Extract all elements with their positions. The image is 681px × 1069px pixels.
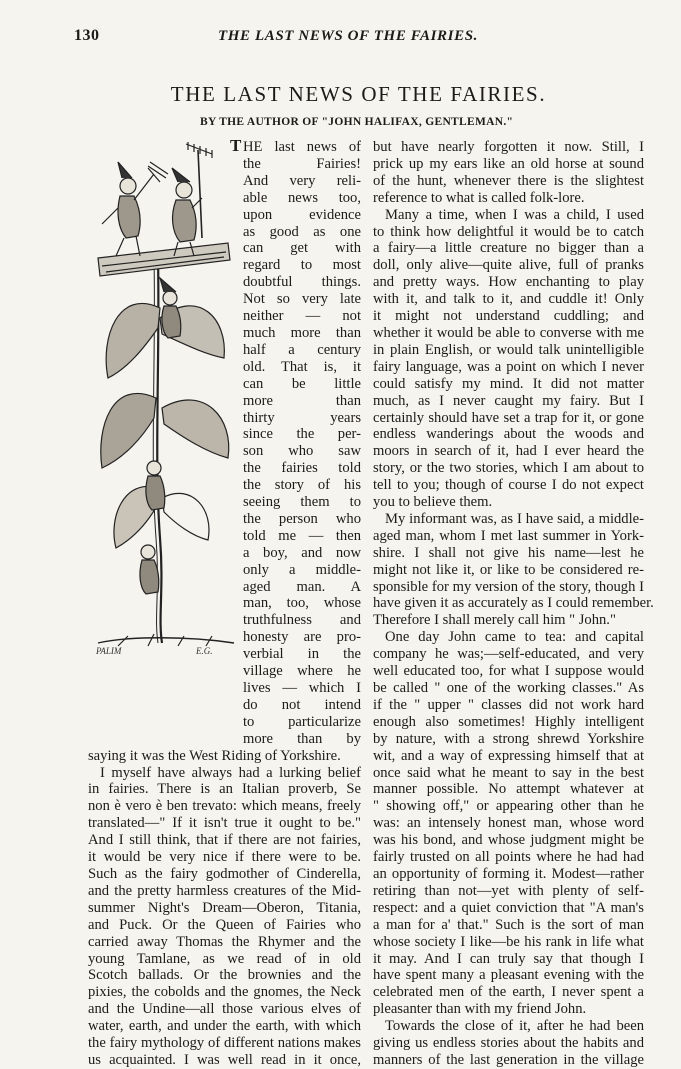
body-text-line: moors in search of it, had I ever heard the	[373, 443, 644, 460]
body-text-line: an opportunity of forming it. Modest—rather	[373, 865, 644, 882]
wrapped-text-line: And very reli-	[243, 172, 361, 189]
wrapped-text-line: lives — which I	[243, 680, 361, 696]
body-text-line: well educated too, for what I suppose would	[373, 663, 644, 680]
body-text-line: in plain English, or would talk unintelligible	[373, 341, 644, 358]
wrapped-text-line: more than	[243, 392, 361, 409]
body-text-line: young Tamlane, as we read of in old	[88, 950, 361, 967]
right-column-text	[373, 139, 654, 1069]
body-text-line: whose society I like—be his rank in life what	[373, 933, 644, 950]
body-text-line: Scotch ballads. Or the brownies and the	[88, 967, 361, 984]
wrapped-text-line: son who saw	[243, 443, 361, 460]
wrapped-text-line: old. That is, it	[243, 358, 361, 375]
wrapped-text-line: since the per-	[243, 426, 361, 443]
body-text-line: if the " upper " classes did not work hard	[373, 696, 644, 713]
body-text-line: the fairy mythology of different nations makes	[88, 1035, 361, 1052]
wrapped-text-line: Not so very late	[243, 291, 361, 308]
body-text-line: pleasanter than with my friend John.	[373, 1001, 587, 1018]
body-text-line: have spent many a pleasant evening with the	[373, 967, 644, 984]
wrapped-text-line: upon evidence	[243, 206, 361, 223]
body-text-line: a fairy—a little creature no bigger than a	[373, 240, 644, 257]
body-text-line: you to believe them.	[373, 494, 493, 511]
body-text-line: pixies, the cobolds and the gnomes, the Neck	[88, 984, 361, 1001]
body-text-line: celebrated men of the earth, I never spent a	[373, 984, 644, 1001]
body-text-line: it would be very nice if there were to be.	[88, 849, 361, 866]
body-text-line: much, as I never caught my fairy. But I	[373, 392, 644, 409]
body-text-line: sponsible for my version of the story, though I	[373, 578, 644, 595]
body-text-line: to think how delightful it would be to catch	[373, 223, 644, 240]
body-text-line: with it, and talk to it, and cuddle it! Only	[373, 291, 644, 308]
left-column-text	[88, 748, 361, 1069]
body-text-line: I myself have always had a lurking belief	[100, 764, 361, 781]
body-text-line: Towards the close of it, after he had been	[385, 1018, 644, 1035]
body-text-line: have given it as accurately as I could remember.	[373, 595, 654, 612]
left-column	[88, 136, 361, 1069]
wrapped-text-line: doubtful things.	[243, 274, 361, 291]
wrapped-text-line: to particularize	[243, 713, 361, 730]
body-text-line: in fairies. There is an Italian proverb, Se	[88, 781, 361, 798]
body-text-line: and pretty ways. How enchanting to play	[373, 274, 644, 291]
wrapped-text-line: much more than	[243, 324, 361, 341]
wrapped-text-line: verbial in the	[243, 646, 361, 663]
body-text-line: fairly trusted on all points where he had had	[373, 849, 644, 866]
body-text-line: non è vero è ben trevato: which means, freely	[88, 798, 361, 815]
body-text-line: of the hunt, whenever there is the slightest	[373, 172, 644, 189]
wrapped-text-line: as good as one	[243, 223, 361, 240]
wrapped-text-line: neither — not	[243, 308, 361, 325]
body-text-line: One day John came to tea: and capital	[385, 629, 644, 646]
drop-cap: T	[230, 136, 242, 155]
body-text-line: water, earth, and under the earth, with which	[88, 1018, 361, 1035]
body-text-line: retiring than not—yet with plenty of self-	[373, 882, 644, 899]
wrapped-text-line: the story of his	[243, 477, 361, 494]
wrapped-text-line: honesty are pro-	[243, 629, 361, 646]
body-text-line: " showing off," or appearing other than he	[373, 798, 644, 815]
body-text-line: a man for a' that." Such is the sort of man	[373, 916, 644, 933]
body-text-line: company he was;—self-educated, and very	[373, 646, 644, 663]
body-text-line: us acquainted. I was well read in it once,	[88, 1051, 361, 1068]
body-text-line: prick up my ears like an old horse at sound	[373, 155, 644, 172]
wrapped-text-line: do not intend	[243, 696, 361, 713]
wrapped-text-line: only a middle-	[243, 561, 361, 578]
right-column	[373, 139, 654, 1069]
body-text-line: and Puck. Or the Queen of Fairies who	[88, 916, 361, 933]
wrapped-text-line: able news too,	[243, 189, 361, 206]
wrapped-text-line: the fairies told	[243, 460, 361, 477]
body-text-line: Many a time, when I was a child, I used	[385, 206, 644, 223]
body-text-line: shire. I shall not give his name—lest he	[373, 544, 644, 561]
wrapped-text-line: aged man. A	[243, 578, 361, 595]
wrapped-text-line: regard to most	[243, 257, 361, 274]
wrapped-text-line: can get with	[243, 240, 361, 257]
body-text-line: fairy language, was a point on which I never	[373, 358, 644, 375]
wrapped-text-line: half a century	[243, 341, 361, 358]
body-text-line: saying it was the West Riding of Yorkshire.	[88, 747, 341, 764]
body-text-line: certainly should have set a trap for it, or gone	[373, 409, 644, 426]
wrapped-text-line: seeing them to	[243, 494, 361, 511]
body-text-line: My informant was, as I have said, a middle-	[385, 510, 644, 527]
body-text-line: whether it would be able to converse with me	[373, 324, 644, 341]
body-text-line: was: an intensely honest man, whose word	[373, 815, 644, 832]
body-text-line: but have nearly forgotten it now. Still, I	[373, 139, 644, 155]
body-text-line: endless wanderings about the woods and	[373, 426, 644, 443]
page-number: 130	[74, 27, 100, 44]
body-text-line: summer Night's Dream—Oberon, Titania,	[88, 899, 361, 916]
body-text-line: wit, and a way of expressing himself that at	[373, 747, 644, 764]
body-text-line: doll, only alive—quite alive, full of pranks	[373, 257, 644, 274]
wrapped-text-line: told me — then	[243, 527, 361, 544]
wrapped-text-line: truthfulness and	[243, 612, 361, 629]
body-text-line: be called " one of the working classes." As	[373, 680, 644, 696]
body-text-line: translated—" If it isn't true it ought to be."	[88, 815, 361, 832]
body-text-line: carried away Thomas the Rhymer and the	[88, 933, 361, 950]
wrapped-text-line: man, too, whose	[243, 595, 361, 612]
running-title: THE LAST NEWS OF THE FAIRIES.	[218, 28, 478, 44]
wrapped-text-block	[88, 136, 361, 748]
body-text-line: it might not understand cuddling; and	[373, 308, 644, 325]
body-text-line: it may. And I can truly say that though I	[373, 950, 644, 967]
body-text-line: and the pretty harmless creatures of the Mid-	[88, 882, 361, 899]
body-text-line: manner possible. No attempt whatever at	[373, 781, 644, 798]
body-text-line: story, or the two stories, which I am about to	[373, 460, 644, 477]
body-text-line: And I still think, that if there are not fairies,	[88, 832, 361, 849]
wrapped-text-line: a boy, and now	[243, 544, 361, 561]
body-text-line: by nature, with a strong shrewd Yorkshire	[373, 730, 644, 747]
body-text-line: reference to what is called folk-lore.	[373, 189, 585, 206]
body-text-line: respect: and a quiet conviction that "A man's	[373, 899, 644, 916]
body-text-line: giving us endless stories about the habits and	[373, 1035, 644, 1052]
byline: BY THE AUTHOR OF "JOHN HALIFAX, GENTLEMAN."	[200, 116, 514, 128]
illustrator-signature-right: E.G.	[196, 646, 213, 656]
illustrator-signature-left: PALIM	[96, 646, 122, 656]
wrapped-text-line: HE last news of	[243, 139, 361, 155]
wrapped-text-line: thirty years	[243, 409, 361, 426]
article-title: THE LAST NEWS OF THE FAIRIES.	[170, 82, 547, 106]
wrapped-text-line: the person who	[243, 510, 361, 527]
body-text-line: once said what he meant to say in the best	[373, 764, 644, 781]
wrapped-text-line: village where he	[243, 663, 361, 680]
body-text-line: Therefore I shall merely call him " John."	[373, 612, 616, 629]
wrapped-text-line: can be little	[243, 375, 361, 392]
body-text-line: aged man, whom I met last summer in York-	[373, 527, 644, 544]
body-text-line: manners of the last generation in the village	[373, 1051, 644, 1068]
body-text-line: Such as the fairy godmother of Cinderella,	[88, 865, 361, 882]
body-text-line: enough also sometimes! Highly intelligent	[373, 713, 644, 730]
body-text-line: was his bond, and whose judgment might be	[373, 832, 644, 849]
body-text-line: might not like it, or like to be considered re-	[373, 561, 644, 578]
body-text-line: could satisfy my mind. It did not matter	[373, 375, 644, 392]
wrapped-text-line: more than by	[243, 730, 361, 747]
wrapped-text-line: the Fairies!	[243, 155, 361, 172]
body-text-line: and the Undine—all those various elves of	[88, 1001, 361, 1018]
body-text-line: tell to you; though of course I do not expect	[373, 477, 644, 494]
